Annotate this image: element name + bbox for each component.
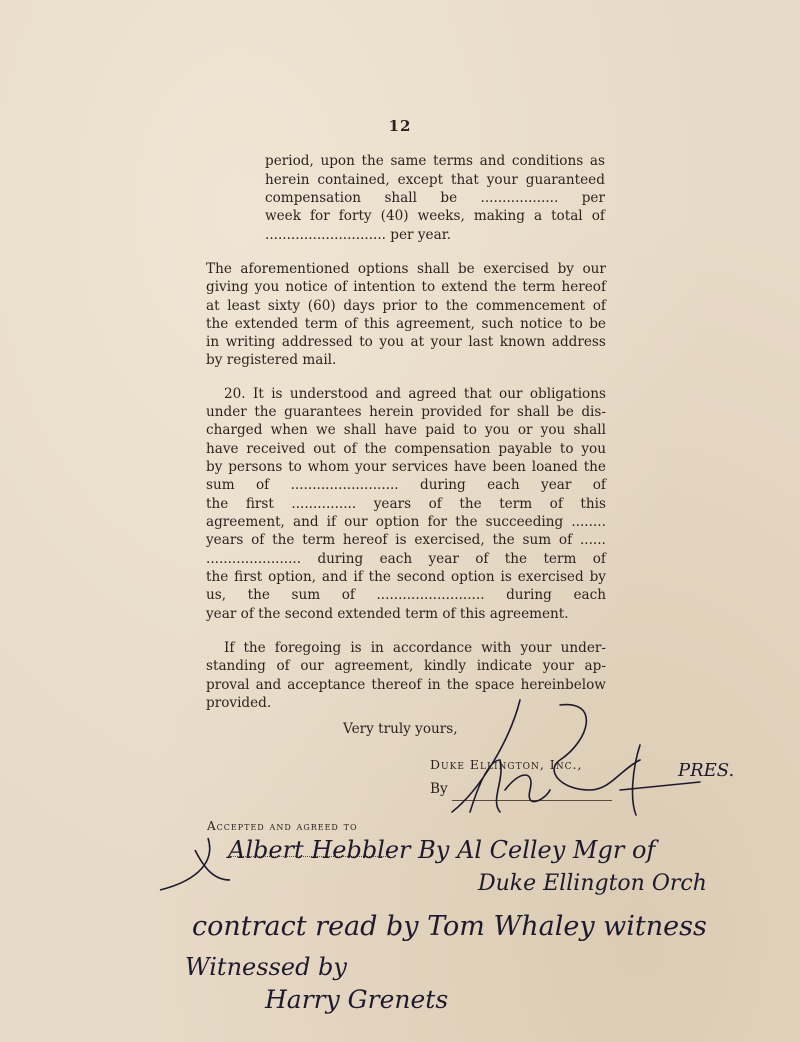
word: your [486,172,518,188]
word: week [265,208,301,224]
word: of [558,532,573,548]
word: ...... [579,532,606,548]
word: the [583,459,606,475]
word: space [475,677,515,693]
word: the [247,587,270,603]
word: forty [338,208,372,224]
word: option [450,569,495,585]
word: agreement, [396,316,475,332]
word: in [370,640,384,656]
word: notice [285,279,328,295]
word: except [397,172,444,188]
word: by [589,569,606,585]
word: when [270,422,308,438]
word: proval [206,677,250,693]
word: term [522,279,556,295]
word: out [313,441,336,457]
word: that [463,386,492,402]
word: term [543,551,577,567]
word: your [430,334,462,350]
word: options [357,261,409,277]
word: our [582,261,606,277]
word: of [344,316,358,332]
word: if [353,569,363,585]
word: of [256,477,270,493]
word: the [455,514,478,530]
word: the [504,551,528,567]
word: and [479,153,506,169]
word: to [559,441,574,457]
word: ............... [291,496,357,512]
word: the [361,153,384,169]
word: year [541,477,572,493]
word: the [492,532,515,548]
word: by [206,459,223,475]
word: and [292,514,319,530]
word: compensation [265,190,362,206]
word: agreement, [334,658,414,674]
word: to [288,459,302,475]
word: your [542,658,574,674]
acceptance-handwriting: Albert Hebbler By Al Celley Mgr of [228,836,656,864]
word: and [321,569,348,585]
word: the [459,496,482,512]
word: years [206,532,244,548]
witness-note-handwriting: contract read by Tom Whaley witness [192,911,707,942]
word: term [302,532,336,548]
word: to [569,316,583,332]
word: last [468,334,494,350]
word: of [333,279,348,295]
word: charged [206,422,263,438]
word: of [428,496,442,512]
word: payable [498,441,553,457]
word: address [551,334,606,350]
word: days [343,298,375,314]
word: the [206,496,229,512]
word: (40) [380,208,409,224]
word: our [344,514,368,530]
word: hereinbelow [520,677,606,693]
word: intention [353,279,416,295]
word: sum [206,477,235,493]
accepted-label: Accepted and agreed to [207,819,358,833]
word: each [573,587,606,603]
word: as [589,153,605,169]
word: persons [228,459,283,475]
word: .................. [480,190,559,206]
word: conditions [511,153,584,169]
word: at [410,334,425,350]
word: guarantees [284,404,362,420]
word: commencement [475,298,586,314]
word: whom [307,459,350,475]
word: It [252,386,264,402]
word: we [315,422,336,438]
word: be [557,404,574,420]
word: be [440,190,458,206]
word: guaranteed [525,172,605,188]
word: for [427,514,448,530]
word: the [446,677,469,693]
word: or [517,422,533,438]
word: shall [343,422,377,438]
word: writing [225,334,276,350]
word: exercised [517,569,584,585]
word: shall [573,422,606,438]
word: kindly [423,658,467,674]
orchestra-handwriting: Duke Ellington Orch [478,871,707,896]
word: you [379,334,405,350]
word: to [359,334,373,350]
pres-handwritten: PRES. [678,760,735,781]
word: making [473,208,525,224]
word: option [375,514,420,530]
text-line: provided. [206,695,272,711]
handwritten-mark [160,838,230,890]
word: of [592,477,606,493]
word: If [224,640,235,656]
word: of [592,298,606,314]
word: giving [206,279,249,295]
word: standing [206,658,266,674]
word: received [246,441,306,457]
word: in [427,677,441,693]
word: a [533,208,543,224]
word: been [492,459,526,475]
word: extended [234,316,299,332]
word: option, [268,569,317,585]
word: for [310,208,330,224]
word: shall [516,404,550,420]
by-label: By [430,781,448,797]
word: have [206,441,239,457]
word: of [475,551,489,567]
word: terms [433,153,473,169]
word: ap- [584,658,606,674]
word: acceptance [287,677,366,693]
word: the [368,569,391,585]
word: and [375,386,402,402]
word: paid [425,422,456,438]
duke-ellington-signature [452,700,700,815]
word: thereof [371,677,422,693]
word: shall [416,261,450,277]
word: ......................... [290,477,399,493]
word: of [591,208,605,224]
word: foregoing [274,640,342,656]
word: our [300,658,324,674]
word: us, [206,587,227,603]
word: in [206,334,220,350]
word: the [445,298,469,314]
word: of [341,587,355,603]
word: during [506,587,552,603]
word: per [581,190,605,206]
word: exercised [483,261,550,277]
word: is [350,640,362,656]
word: term [304,316,338,332]
word: each [379,551,413,567]
word: by [557,261,574,277]
word: least [227,298,261,314]
word: with [481,640,512,656]
word: of [592,551,606,567]
word: is [271,386,283,402]
word: (60) [307,298,336,314]
closing-salutation: Very truly yours, [343,721,458,737]
word: at [206,298,220,314]
word: the [494,279,517,295]
text-line: ............................ per year. [265,227,452,243]
word: such [481,316,514,332]
word: services [391,459,449,475]
word: loaned [531,459,578,475]
word: be [589,316,606,332]
word: ......................... [376,587,485,603]
word: notice [520,316,563,332]
word: the [243,640,266,656]
word: agreement, [206,514,285,530]
word: contained, [317,172,390,188]
word: upon [320,153,355,169]
word: our [499,386,523,402]
company-name: Duke Ellington, Inc., [430,757,583,772]
word: your [354,459,387,475]
word: indicate [476,658,533,674]
word: compensation [394,441,491,457]
word: you [581,441,606,457]
word: ...................... [206,551,302,567]
witnessed-handwriting: Witnessed by [185,953,347,981]
word: the [272,532,295,548]
word: you [254,279,280,295]
word: understood [289,386,369,402]
word: exercised, [414,532,485,548]
word: and [255,677,282,693]
word: be [457,261,475,277]
word: obligations [529,386,606,402]
word: sixty [267,298,301,314]
word: first [234,569,263,585]
word: the [254,404,277,420]
word: weeks, [417,208,465,224]
word: your [520,640,552,656]
word: to [421,279,436,295]
word: during [317,551,364,567]
witness-name-handwriting: Harry Grenets [265,985,449,1014]
word: herein [369,404,414,420]
word: to [463,422,477,438]
word: shall [384,190,417,206]
word: of [549,496,563,512]
word: for [489,404,510,420]
word: you [485,422,510,438]
word: the [364,441,387,457]
word: sum [522,532,552,548]
word: of [343,441,357,457]
word: years [373,496,412,512]
word: agreed [408,386,457,402]
word: the [206,316,229,332]
word: each [487,477,520,493]
word: term [499,496,533,512]
word: The [206,261,232,277]
text-line: by registered mail. [206,352,337,368]
word: 20. [224,386,246,402]
word: ........ [571,514,606,530]
word: prior [382,298,417,314]
word: accordance [392,640,473,656]
word: dis- [581,404,606,420]
page-number: 12 [388,117,412,135]
word: provided [421,404,483,420]
word: addressed [281,334,353,350]
word: if [326,514,337,530]
word: this [580,496,606,512]
word: year [428,551,459,567]
word: during [420,477,466,493]
word: of [276,658,290,674]
word: succeeding [485,514,564,530]
word: under [206,404,247,420]
word: you [540,422,566,438]
word: period, [265,153,314,169]
word: this [363,316,390,332]
word: known [499,334,546,350]
word: hereof [342,532,388,548]
word: the [206,569,229,585]
word: to [424,298,439,314]
word: have [384,422,418,438]
word: that [451,172,479,188]
word: have [453,459,487,475]
word: first [245,496,274,512]
word: sum [291,587,321,603]
word: hereof [561,279,606,295]
word: extend [441,279,488,295]
word: of [251,532,265,548]
word: same [390,153,427,169]
word: is [395,532,407,548]
word: under- [560,640,606,656]
text-line: year of the second extended term of this agreement. [206,606,569,622]
word: second [396,569,446,585]
word: is [500,569,512,585]
word: herein [265,172,310,188]
word: aforementioned [240,261,350,277]
word: total [551,208,583,224]
